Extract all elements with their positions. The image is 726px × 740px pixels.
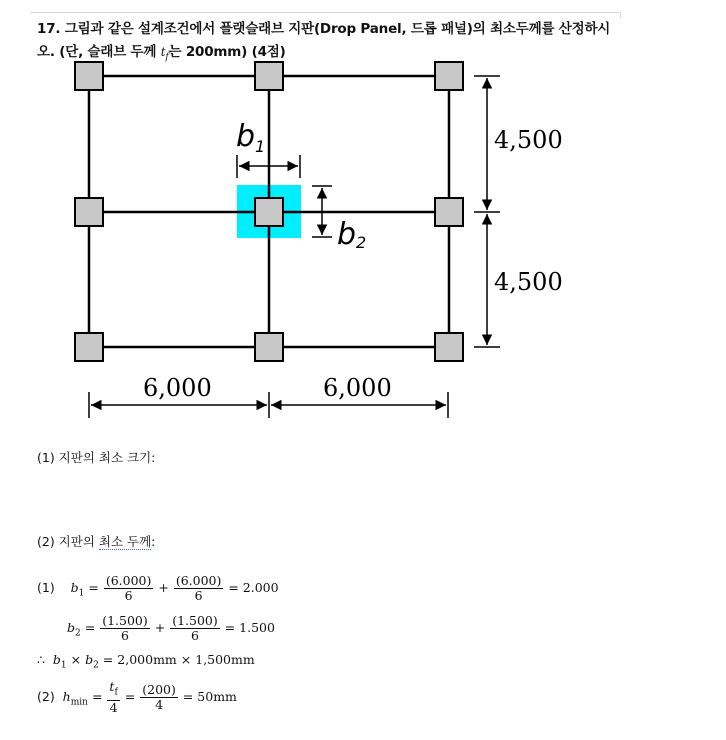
column — [75, 62, 103, 90]
column — [75, 333, 103, 361]
question-number: 17. — [37, 21, 61, 37]
solution-b2: $b_2$ = $\frac{(1.500)}{6}$ + $\frac{(1.500)}{6}$ = 1.500 — [67, 613, 275, 643]
question-line1: 그림과 같은 설계조건에서 플랫슬래브 지판(Drop Panel, 드롭 패널)의 최소두께를 산정하시 — [64, 21, 611, 37]
column — [435, 333, 463, 361]
dim-bottom-right: 6,000 — [323, 374, 392, 402]
min-thickness-underlined: 최소 두께 — [98, 534, 152, 549]
column — [435, 198, 463, 226]
column — [75, 198, 103, 226]
column — [255, 333, 283, 361]
column — [255, 198, 283, 226]
column — [255, 62, 283, 90]
question-line3: 는 200mm) (4점) — [168, 44, 286, 60]
b1-label: $b_1$ — [236, 119, 266, 156]
right-dimensions — [474, 76, 500, 347]
part-2-prompt: (2) 지판의 최소 두께: — [37, 534, 156, 549]
question-line2: 오. (단, 슬래브 두께 — [37, 44, 161, 60]
part-1-prompt: (1) 지판의 최소 크기: — [37, 450, 156, 465]
tf-symbol: $t_f$ — [160, 45, 169, 63]
solution-hmin: (2) $h_{min}$ = $\frac{t_f}{4}$ = $\frac{(200)}{4}$ = 50mm — [37, 679, 237, 715]
dim-bottom-left: 6,000 — [143, 374, 212, 402]
b2-label: b2 — [337, 217, 367, 252]
solution-product: ∴ $b_1 \times b_2 = 2,000mm \times 1,500mm$ — [37, 652, 255, 671]
dim-right-top: 4,500 — [494, 126, 563, 154]
solution-b1: (1) $b_1$ = $\frac{(6.000)}{6}$ + $\frac{(6.000)}{6}$ = 2.000 — [37, 573, 279, 603]
column — [435, 62, 463, 90]
dim-right-bottom: 4,500 — [494, 268, 563, 296]
